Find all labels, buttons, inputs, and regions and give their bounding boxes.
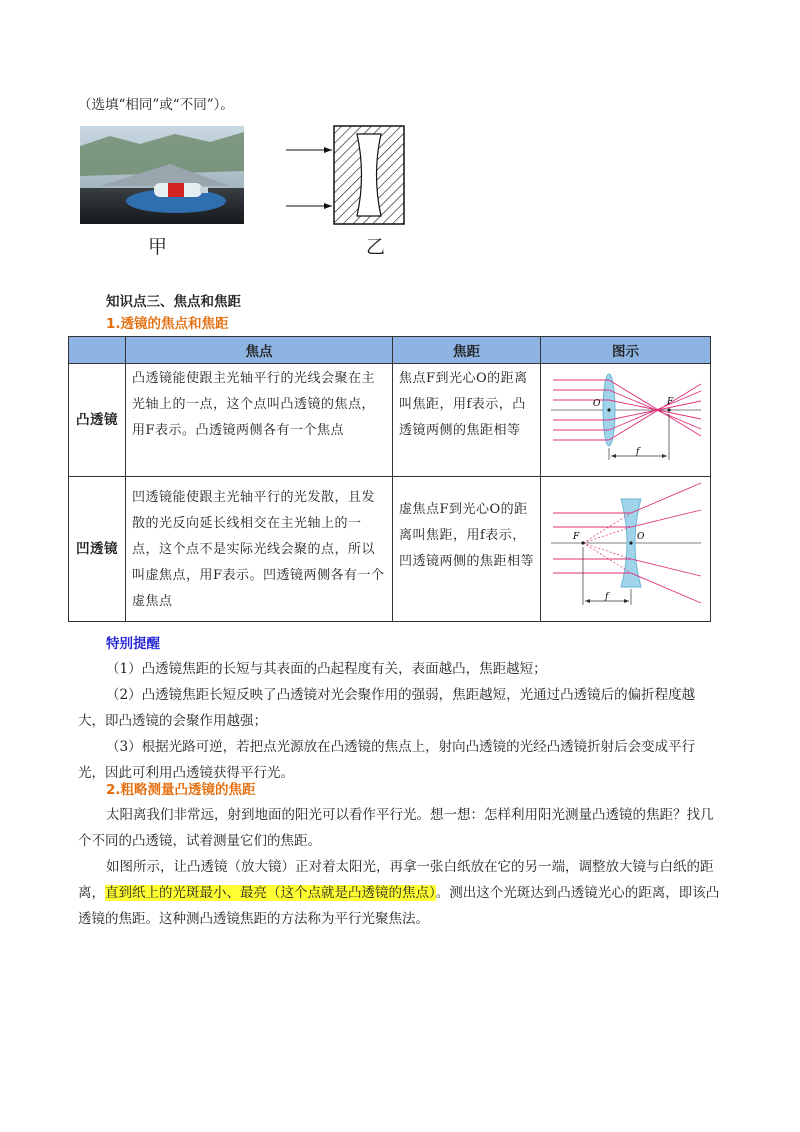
- cell-focus-concave: 凹透镜能使跟主光轴平行的光发散，且发散的光反向延长线相交在主光轴上的一点，这个点不是实际光线会聚的点，所以叫虚焦点，用F表示。凹透镜两侧各有一个虚焦点: [126, 477, 393, 622]
- subsection-title-2: 2.粗略测量凸透镜的焦距: [106, 782, 256, 798]
- label-F: F: [573, 532, 580, 542]
- table-header-row: [69, 337, 711, 364]
- diagram-yi-concave-lens: [284, 124, 408, 226]
- label-f: f: [636, 447, 640, 457]
- reminder-item: （3）根据光路可逆，若把点光源放在凸透镜的焦点上，射向凸透镜的光经凸透镜折射后会变成平行光，因此可利用凸透镜获得平行光。: [78, 739, 696, 781]
- cell-focal-length-convex: 焦点F到光心O的距离叫焦距，用f表示，凸透镜两侧的焦距相等: [393, 364, 541, 477]
- reminder-item: （2）凸透镜焦距长短反映了凸透镜对光会聚作用的强弱，焦距越短，光通过凸透镜后的偏折程度越大，即凸透镜的会聚作用越强；: [78, 687, 696, 729]
- top-note: （选填“相同”或“不同”）。: [78, 97, 234, 113]
- table-row: [69, 477, 711, 622]
- paragraph: [78, 854, 722, 932]
- section-title: 知识点三、焦点和焦距: [106, 294, 241, 310]
- paragraph-text: 。测出这个光斑达到凸透镜光心的距离，即该凸透镜的焦距。这种测凸透镜焦距的方法称为平行光聚焦法。: [78, 885, 720, 927]
- figure-label-yi: 乙: [366, 236, 386, 258]
- cell-focal-length-concave: 虚焦点F到光心O的距离叫焦距，用f表示，凹透镜两侧的焦距相等: [393, 477, 541, 622]
- highlight-text: （这个点就是凸透镜的焦点）: [267, 885, 436, 901]
- row-head-convex: 凸透镜: [69, 364, 126, 477]
- label-O: O: [637, 532, 645, 542]
- highlight-text: 直到纸上的光斑最小、最亮: [105, 885, 267, 901]
- body-text: [78, 802, 722, 932]
- table-header-cell: [69, 337, 126, 364]
- table-row: [69, 364, 711, 477]
- label-F: F: [667, 397, 674, 407]
- cell-focus-convex: 凸透镜能使跟主光轴平行的光线会聚在主光轴上的一点，这个点叫凸透镜的焦点，用F表示。凸透镜两侧各有一个焦点: [126, 364, 393, 477]
- paragraph-text: 如图所示，让凸透镜（放大镜）正对着太阳光，再拿一张白纸放在它的另一端，调整放大镜与白纸的距离，: [78, 859, 714, 901]
- cell-diagram-convex: [541, 364, 711, 477]
- figure-label-jia: 甲: [148, 236, 168, 258]
- label-f: f: [605, 592, 609, 602]
- subsection-title-1: 1.透镜的焦点和焦距: [106, 316, 229, 332]
- convex-lens-diagram: [541, 364, 709, 466]
- paragraph: 太阳离我们非常远，射到地面的阳光可以看作平行光。想一想：怎样利用阳光测量凸透镜的焦距？找几个不同的凸透镜，试着测量它们的焦距。: [78, 807, 714, 849]
- table-header-cell: 焦距: [393, 337, 541, 364]
- focus-table: [68, 336, 711, 622]
- reminder-title: 特别提醒: [106, 636, 160, 652]
- reminder-item: （1）凸透镜焦距的长短与其表面的凸起程度有关，表面越凸，焦距越短；: [106, 661, 547, 677]
- table-header-cell: 焦点: [126, 337, 393, 364]
- row-head-concave: 凹透镜: [69, 477, 126, 622]
- label-O: O: [593, 399, 601, 409]
- reminder-list: [78, 656, 722, 786]
- photo-jia: [80, 126, 244, 224]
- concave-lens-diagram: [541, 477, 709, 611]
- cell-diagram-concave: [541, 477, 711, 622]
- table-header-cell: 图示: [541, 337, 711, 364]
